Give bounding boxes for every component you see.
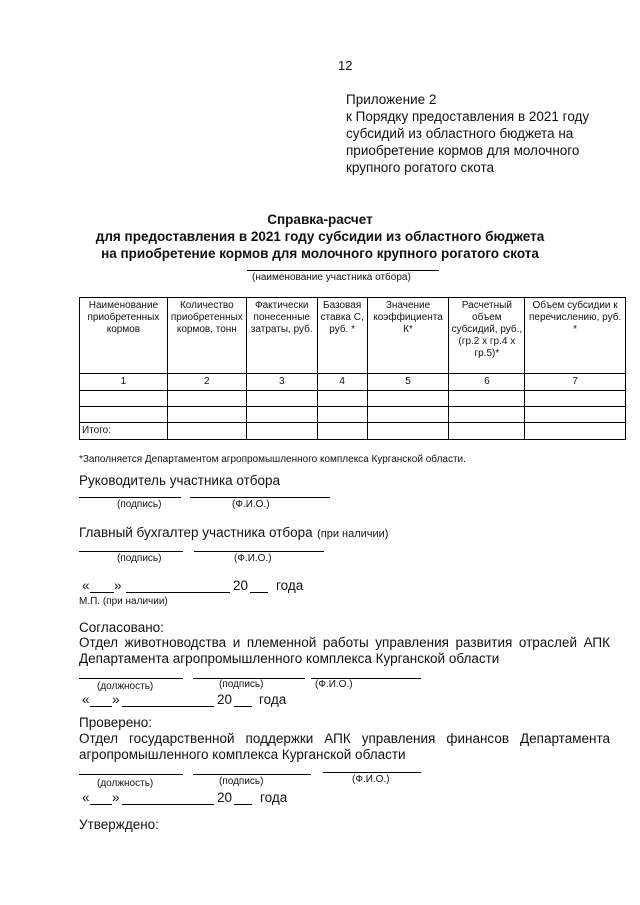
appendix-line: к Порядку предоставления в 2021 году [346,109,590,124]
date-year-line [250,592,268,593]
footnote: *Заполняется Департаментом агропромышленного комплекса Курганской области. [79,454,466,465]
page-number: 12 [338,58,353,73]
date-month-line [122,804,214,805]
sign-caption: (подпись) [117,553,162,564]
date-month-line [126,592,230,593]
column-number: 6 [449,374,525,391]
date-open-quote: « [82,692,90,707]
table-row [80,407,626,423]
position-caption: (должность) [97,681,154,692]
head-title: Руководитель участника отбора [79,473,281,488]
date-year-word: года [259,692,287,707]
date-close-quote: » [112,692,120,707]
fio-caption: (Ф.И.О.) [232,499,270,510]
table-header: Количество приобретенных кормов, тонн [167,298,246,374]
checked-title: Проверено: [79,715,152,730]
participant-name-line [247,270,439,271]
column-number: 7 [525,374,626,391]
sign-caption: (подпись) [117,499,162,510]
date-day-line [90,706,112,707]
date-open-quote: « [82,578,90,593]
checked-position-line [79,774,183,775]
fio-caption: (Ф.И.О.) [352,774,390,785]
document-subtitle: для предоставления в 2021 году субсидии из областного бюджета [95,229,545,244]
total-label: Итого: [80,423,168,440]
date-year-line [234,804,252,805]
date-year-line [234,706,252,707]
checked-signature-line [193,774,311,775]
appendix-line: Приложение 2 [346,92,437,107]
checked-line: Отдел государственной поддержки АПК управления финансов Департамента [79,731,610,746]
table-header: Значение коэффициента К* [367,298,449,374]
date-year-word: года [276,578,304,593]
agreed-line: Департамента агропромышленного комплекса Курганской области [79,651,500,666]
date-year-prefix: 20 [233,578,249,593]
head-signature-line [79,497,181,498]
calculation-table [79,297,626,440]
table-header: Объем субсидии к перечислению, руб. * [525,298,626,374]
fio-caption: (Ф.И.О.) [315,679,353,690]
stamp-note: М.П. (при наличии) [79,596,168,607]
accountant-signature-line [79,551,183,552]
checked-line: агропромышленного комплекса Курганской области [79,747,406,762]
date-year-prefix: 20 [217,790,233,805]
date-close-quote: » [114,578,122,593]
sign-caption: (подпись) [219,679,264,690]
accountant-fio-line [194,551,324,552]
agreed-position-line [79,678,183,679]
checked-fio-line [323,772,421,773]
accountant-title: Главный бухгалтер участника отбора [79,525,313,540]
table-header: Наименование приобретенных кормов [80,298,168,374]
accountant-note: (при наличии) [317,528,389,540]
date-year-word: года [260,790,288,805]
date-open-quote: « [82,790,90,805]
column-number: 3 [246,374,317,391]
date-month-line [122,706,214,707]
date-year-prefix: 20 [217,692,233,707]
column-number: 1 [80,374,168,391]
agreed-title: Согласовано: [79,620,164,635]
column-number: 5 [367,374,449,391]
date-day-line [90,592,114,593]
date-day-line [90,804,112,805]
table-header: Базовая ставка С, руб. * [317,298,367,374]
table-header: Фактически понесенные затраты, руб. [246,298,317,374]
appendix-line: приобретение кормов для молочного [346,143,580,158]
fio-caption: (Ф.И.О.) [234,553,272,564]
appendix-line: субсидий из областного бюджета на [346,126,574,141]
column-number: 2 [167,374,246,391]
date-close-quote: » [112,790,120,805]
agreed-line: Отдел животноводства и племенной работы управления развития отраслей АПК [79,635,610,650]
accountant-title-row [79,524,388,542]
participant-caption: (наименование участника отбора) [252,272,411,283]
appendix-line: крупного рогатого скота [346,160,495,175]
approved-title: Утверждено: [79,817,159,832]
column-number: 4 [317,374,367,391]
table-header: Расчетный объем субсидий, руб., (гр.2 х гр.4 х гр.5)* [449,298,525,374]
appendix-block [346,91,636,176]
position-caption: (должность) [97,778,154,789]
table-row [80,391,626,407]
document-subtitle: на приобретение кормов для молочного крупного рогатого скота [101,246,539,261]
table-total-row [80,423,626,440]
sign-caption: (подпись) [219,776,264,787]
document-title: Справка-расчет [267,212,373,227]
head-fio-line [190,497,330,498]
